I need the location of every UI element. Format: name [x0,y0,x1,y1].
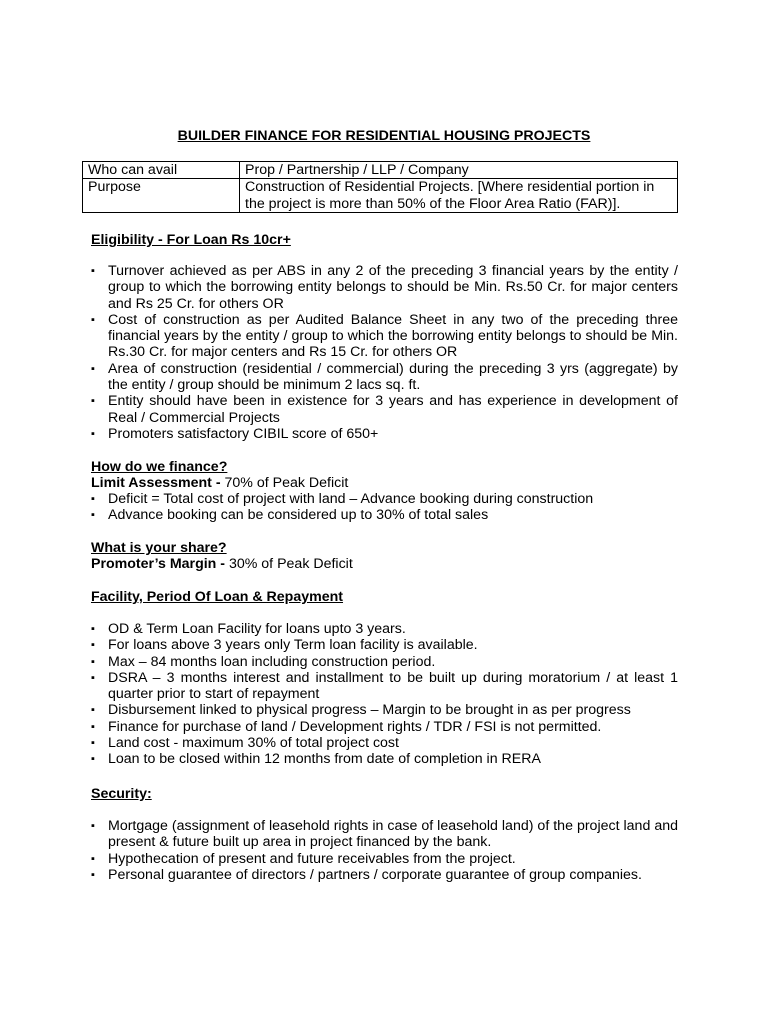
promoter-margin-value: 30% of Peak Deficit [225,556,353,572]
list-item: ▪ Hypothecation of present and future receivables from the project. [91,851,678,867]
table-cell-value: Prop / Partnership / LLP / Company [240,162,678,179]
list-item: ▪ Max – 84 months loan including construction period. [91,654,678,670]
list-item: ▪ Deficit = Total cost of project with land – Advance booking during construction [91,491,678,507]
limit-assessment-line [91,475,348,491]
finance-list [91,491,678,524]
table-cell-key: Purpose [83,179,240,213]
table-row [83,162,678,179]
eligibility-list [91,263,678,442]
promoter-margin-label: Promoter’s Margin - [91,556,226,572]
table-cell-value: Construction of Residential Projects. [Where residential portion in the project is more than 50% of the Floor Area Ratio (FAR)]. [240,179,678,213]
list-item: ▪ Loan to be closed within 12 months from date of completion in RERA [91,751,678,767]
share-heading: What is your share? [91,540,227,556]
security-heading: Security: [91,786,152,802]
list-item: ▪ Promoters satisfactory CIBIL score of 650+ [91,426,678,442]
list-item: ▪ Disbursement linked to physical progress – Margin to be brought in as per progress [91,702,678,718]
list-item: ▪ Entity should have been in existence for 3 years and has experience in development of Real / Commercial Projects [91,393,678,426]
facility-list [91,621,678,768]
table-cell-key: Who can avail [83,162,240,179]
list-item: ▪ OD & Term Loan Facility for loans upto 3 years. [91,621,678,637]
list-item: ▪ Cost of construction as per Audited Balance Sheet in any two of the preceding three financial years by the entity / group to which the borrowing entity belongs to should be Min. Rs.30 Cr. for major centers and Rs 15 Cr. for others OR [91,312,678,361]
document-title: BUILDER FINANCE FOR RESIDENTIAL HOUSING PROJECTS [177,128,591,144]
list-item: ▪ Personal guarantee of directors / partners / corporate guarantee of group companies. [91,867,678,883]
list-item: ▪ Mortgage (assignment of leasehold rights in case of leasehold land) of the project land and present & future built up area in project financed by the bank. [91,818,678,851]
promoter-margin-line [91,556,353,572]
list-item: ▪ DSRA – 3 months interest and installment to be built up during moratorium / at least 1 quarter prior to start of repayment [91,670,678,703]
list-item: ▪ Finance for purchase of land / Development rights / TDR / FSI is not permitted. [91,719,678,735]
eligibility-heading: Eligibility - For Loan Rs 10cr+ [91,232,291,248]
limit-assessment-label: Limit Assessment - [91,475,221,491]
list-item: ▪ Turnover achieved as per ABS in any 2 of the preceding 3 financial years by the entity / group to which the borrowing entity belongs to should be Min. Rs.50 Cr. for major centers and Rs 25 Cr. for others OR [91,263,678,312]
table-row [83,179,678,213]
security-list [91,818,678,883]
list-item: ▪ For loans above 3 years only Term loan facility is available. [91,637,678,653]
list-item: ▪ Advance booking can be considered up to 30% of total sales [91,507,678,523]
limit-assessment-value: 70% of Peak Deficit [220,475,349,491]
facility-heading: Facility, Period Of Loan & Repayment [91,589,344,605]
finance-heading: How do we finance? [91,459,228,475]
info-table [82,161,678,213]
list-item: ▪ Land cost - maximum 30% of total project cost [91,735,678,751]
list-item: ▪ Area of construction (residential / commercial) during the preceding 3 yrs (aggregate) by the entity / group should be minimum 2 lacs sq. ft. [91,361,678,394]
